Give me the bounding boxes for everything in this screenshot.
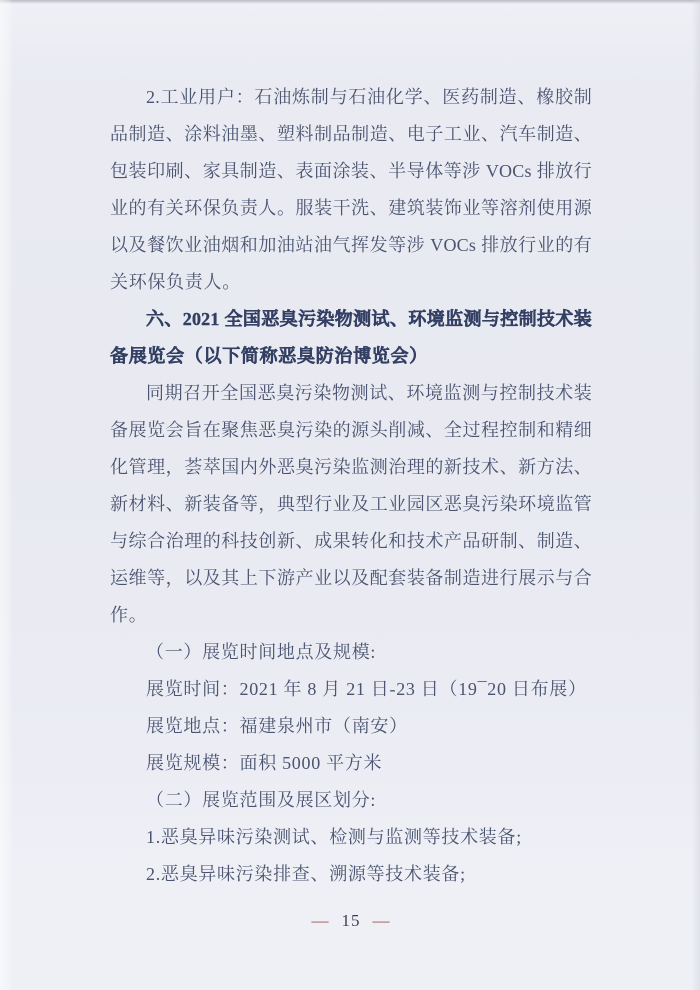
doc-line: 作。 [110,605,148,625]
scan-right-edge [692,0,700,990]
page-number-value: 15 [341,911,361,930]
doc-line: 与综合治理的科技创新、成果转化和技术产品研制、制造、 [110,531,592,551]
doc-line: 关环保负责人。 [110,272,241,292]
page-number [110,911,592,931]
page-number-dash-left: — [311,911,330,930]
doc-line: 1.恶臭异味污染测试、检测与监测等技术装备; [146,827,522,847]
document-body [110,79,592,893]
doc-line: 同期召开全国恶臭污染物测试、环境监测与控制技术装 [146,383,592,403]
doc-line: 化管理，荟萃国内外恶臭污染监测治理的新技术、新方法、 [110,457,592,477]
doc-line: 备展览会旨在聚焦恶臭污染的源头削减、全过程控制和精细 [110,420,592,440]
heading-line: 六、2021 全国恶臭污染物测试、环境监测与控制技术装 [146,309,592,329]
scan-top-edge [0,0,700,4]
doc-line: （一）展览时间地点及规模: [146,642,377,662]
page-number-dash-right: — [372,911,391,930]
doc-line: 2.工业用户：石油炼制与石油化学、医药制造、橡胶制 [146,87,592,107]
doc-line: 包装印刷、家具制造、表面涂装、半导体等涉 VOCs 排放行 [110,161,592,181]
doc-line: 以及餐饮业油烟和加油站油气挥发等涉 VOCs 排放行业的有 [110,235,592,255]
doc-line: 展览规模：面积 5000 平方米 [146,753,383,773]
doc-line: 展览地点：福建泉州市（南安） [146,716,408,736]
scan-left-edge [0,0,13,990]
doc-line: 品制造、涂料油墨、塑料制品制造、电子工业、汽车制造、 [110,124,592,144]
doc-line: 展览时间：2021 年 8 月 21 日-23 日（19¯20 日布展） [146,679,587,699]
doc-line: 运维等，以及其上下游产业以及配套装备制造进行展示与合 [110,568,592,588]
heading-line: 备展览会（以下简称恶臭防治博览会） [110,346,428,366]
doc-line: 业的有关环保负责人。服装干洗、建筑装饰业等溶剂使用源 [110,198,592,218]
doc-line: （二）展览范围及展区划分: [146,790,377,810]
doc-line: 新材料、新装备等，典型行业及工业园区恶臭污染环境监管 [110,494,592,514]
doc-line: 2.恶臭异味污染排查、溯源等技术装备; [146,864,466,884]
